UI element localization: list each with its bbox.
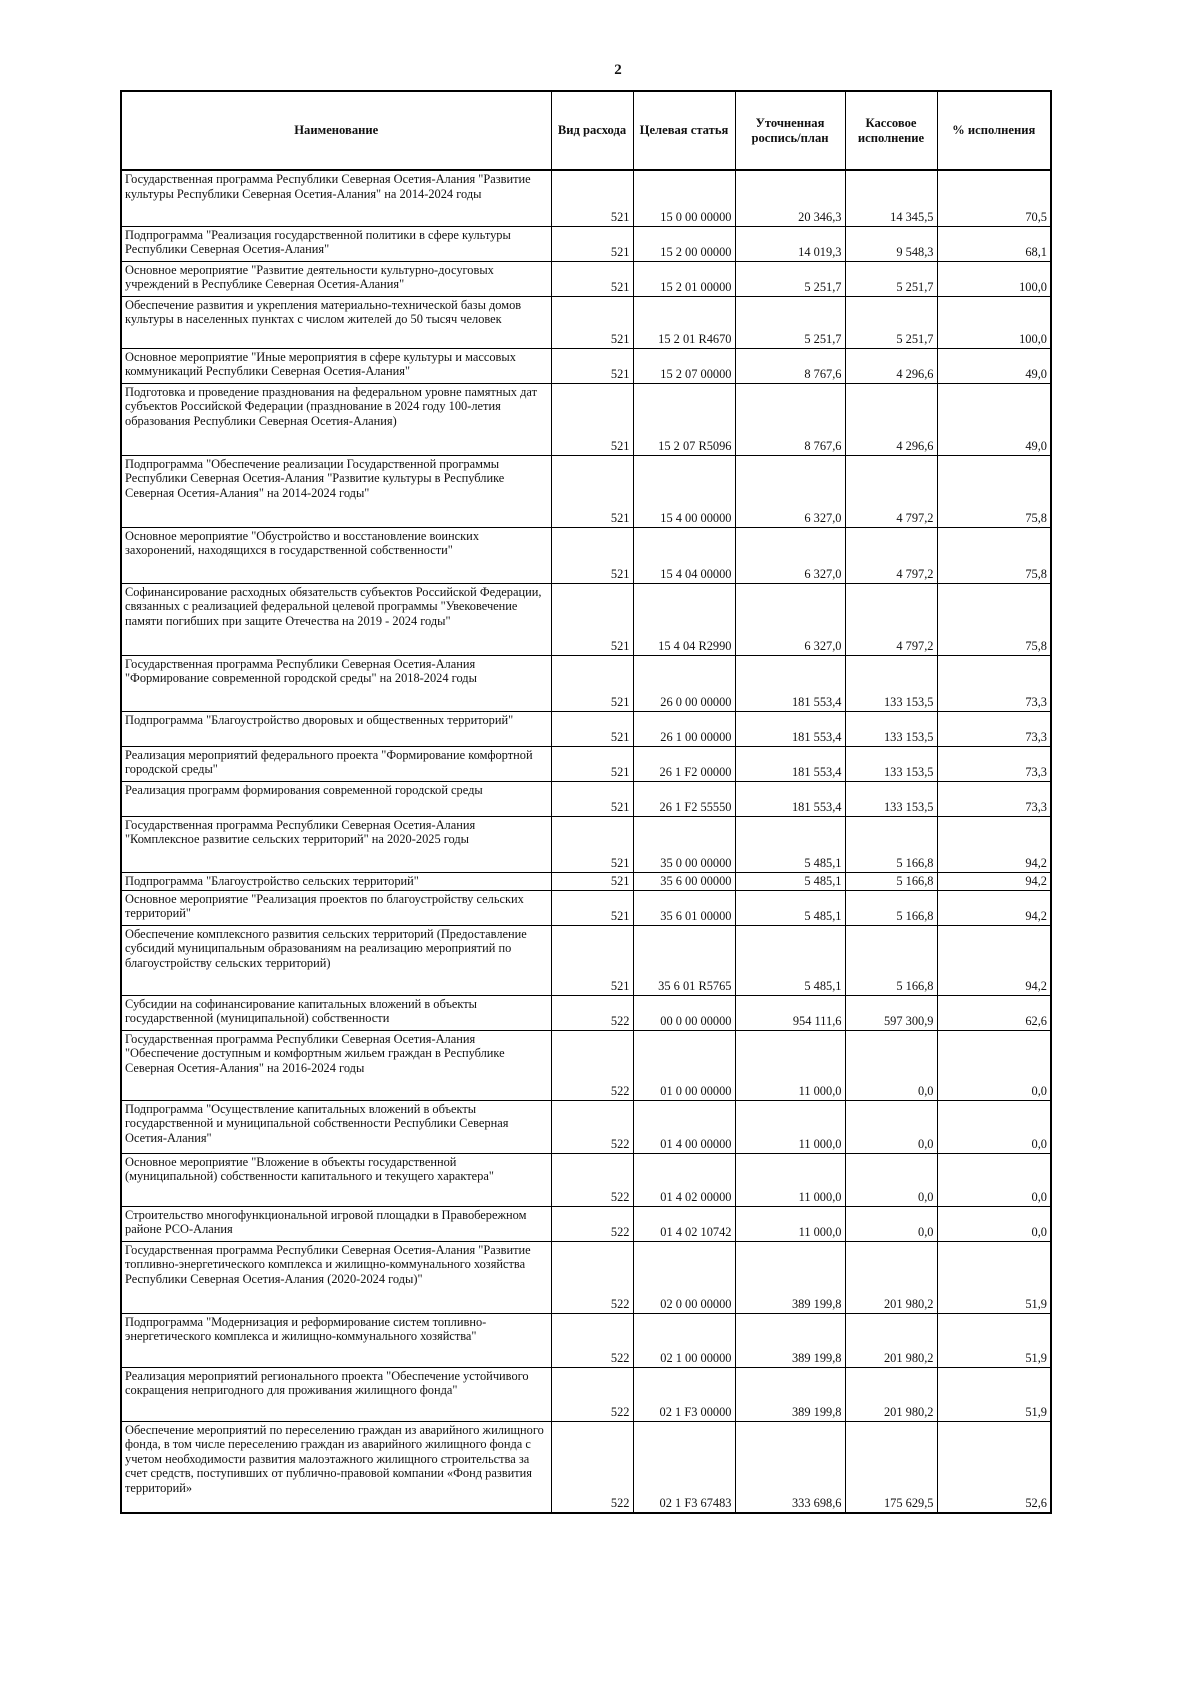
cell-plan: 6 327,0 [735,583,845,655]
header-plan: Уточненная роспись/план [735,91,845,170]
cell-cash-execution: 201 980,2 [845,1367,937,1421]
table-row [121,925,1051,995]
cell-percent: 51,9 [937,1241,1051,1313]
table-row [121,1367,1051,1421]
table-row [121,872,1051,890]
cell-percent: 73,3 [937,655,1051,711]
cell-percent: 51,9 [937,1367,1051,1421]
cell-expense-type: 521 [551,925,633,995]
cell-cash-execution: 133 153,5 [845,711,937,746]
table-row [121,1241,1051,1313]
cell-name: Реализация программ формирования современной городской среды [121,781,551,816]
cell-cash-execution: 0,0 [845,1100,937,1153]
header-name: Наименование [121,91,551,170]
cell-cash-execution: 201 980,2 [845,1313,937,1367]
cell-name: Подпрограмма "Благоустройство дворовых и общественных территорий" [121,711,551,746]
cell-cash-execution: 0,0 [845,1153,937,1206]
cell-plan: 389 199,8 [735,1313,845,1367]
cell-target-article: 15 2 01 R4670 [633,296,735,348]
cell-expense-type: 521 [551,527,633,583]
table-row [121,1100,1051,1153]
cell-expense-type: 522 [551,995,633,1030]
cell-plan: 181 553,4 [735,711,845,746]
cell-expense-type: 522 [551,1367,633,1421]
cell-plan: 5 251,7 [735,261,845,296]
cell-target-article: 15 4 04 00000 [633,527,735,583]
cell-cash-execution: 5 251,7 [845,261,937,296]
cell-target-article: 35 0 00 00000 [633,816,735,872]
cell-cash-execution: 4 797,2 [845,527,937,583]
cell-expense-type: 521 [551,711,633,746]
cell-percent: 94,2 [937,925,1051,995]
table-header-row [121,91,1051,170]
table-row [121,746,1051,781]
cell-percent: 0,0 [937,1100,1051,1153]
cell-percent: 75,8 [937,583,1051,655]
cell-name: Государственная программа Республики Северная Осетия-Алания "Формирование современной городской среды" на 2018-2024 годы [121,655,551,711]
cell-percent: 62,6 [937,995,1051,1030]
cell-expense-type: 522 [551,1030,633,1100]
cell-expense-type: 521 [551,872,633,890]
cell-cash-execution: 597 300,9 [845,995,937,1030]
cell-percent: 75,8 [937,527,1051,583]
cell-percent: 73,3 [937,711,1051,746]
cell-target-article: 26 1 F2 00000 [633,746,735,781]
cell-expense-type: 522 [551,1421,633,1513]
table-row [121,455,1051,527]
cell-plan: 20 346,3 [735,170,845,226]
cell-name: Реализация мероприятий регионального проекта "Обеспечение устойчивого сокращения непригодного для проживания жилищного фонда" [121,1367,551,1421]
cell-name: Подпрограмма "Модернизация и реформирование систем топливно-энергетического комплекса и жилищно-коммунального хозяйства" [121,1313,551,1367]
cell-name: Государственная программа Республики Северная Осетия-Алания "Развитие культуры Республики Северная Осетия-Алания" на 2014-2024 годы [121,170,551,226]
cell-cash-execution: 4 797,2 [845,583,937,655]
cell-plan: 5 485,1 [735,925,845,995]
table-row [121,348,1051,383]
cell-target-article: 00 0 00 00000 [633,995,735,1030]
cell-plan: 5 251,7 [735,296,845,348]
cell-target-article: 35 6 01 00000 [633,890,735,925]
table-row [121,655,1051,711]
cell-target-article: 01 4 02 10742 [633,1206,735,1241]
cell-percent: 49,0 [937,383,1051,455]
cell-name: Строительство многофункциональной игровой площадки в Правобережном районе РСО-Алания [121,1206,551,1241]
table-row [121,383,1051,455]
cell-percent: 68,1 [937,226,1051,261]
cell-cash-execution: 4 296,6 [845,383,937,455]
table-row [121,1313,1051,1367]
cell-cash-execution: 0,0 [845,1206,937,1241]
table-row [121,711,1051,746]
cell-expense-type: 522 [551,1241,633,1313]
cell-target-article: 02 1 F3 67483 [633,1421,735,1513]
table-row [121,170,1051,226]
cell-target-article: 15 2 07 00000 [633,348,735,383]
cell-target-article: 26 0 00 00000 [633,655,735,711]
cell-target-article: 35 6 01 R5765 [633,925,735,995]
cell-name: Обеспечение развития и укрепления материально-технической базы домов культуры в населенных пунктах с числом жителей до 50 тысяч человек [121,296,551,348]
cell-expense-type: 522 [551,1100,633,1153]
cell-percent: 75,8 [937,455,1051,527]
header-percent: % исполнения [937,91,1051,170]
cell-target-article: 02 0 00 00000 [633,1241,735,1313]
cell-name: Подготовка и проведение празднования на федеральном уровне памятных дат субъектов Российской Федерации (празднование в 2024 году 100-летия образования Республики Северная Осетия-Алания) [121,383,551,455]
cell-plan: 181 553,4 [735,781,845,816]
cell-name: Реализация мероприятий федерального проекта "Формирование комфортной городской среды" [121,746,551,781]
table-row [121,261,1051,296]
cell-plan: 333 698,6 [735,1421,845,1513]
table-row [121,890,1051,925]
cell-cash-execution: 4 296,6 [845,348,937,383]
cell-percent: 94,2 [937,890,1051,925]
cell-plan: 5 485,1 [735,872,845,890]
table-row [121,583,1051,655]
cell-target-article: 15 0 00 00000 [633,170,735,226]
cell-plan: 8 767,6 [735,383,845,455]
cell-plan: 11 000,0 [735,1206,845,1241]
cell-percent: 100,0 [937,296,1051,348]
cell-cash-execution: 5 166,8 [845,816,937,872]
header-cash-execution: Кассовое исполнение [845,91,937,170]
cell-name: Обеспечение мероприятий по переселению граждан из аварийного жилищного фонда, в том числе переселению граждан из аварийного жилищного фонда с учетом необходимости развития малоэтажного жилищного строительства за счет средств, поступивших от публично-правовой компании «Фонд развития территорий» [121,1421,551,1513]
cell-name: Государственная программа Республики Северная Осетия-Алания "Развитие топливно-энергетического комплекса и жилищно-коммунального хозяйства Республики Северная Осетия-Алания (2020-2024 годы)" [121,1241,551,1313]
cell-target-article: 01 4 02 00000 [633,1153,735,1206]
cell-cash-execution: 5 166,8 [845,872,937,890]
cell-percent: 73,3 [937,781,1051,816]
cell-target-article: 26 1 F2 55550 [633,781,735,816]
table-row [121,296,1051,348]
table-row [121,1206,1051,1241]
cell-target-article: 15 4 04 R2990 [633,583,735,655]
cell-target-article: 15 2 01 00000 [633,261,735,296]
cell-cash-execution: 14 345,5 [845,170,937,226]
table-body [121,170,1051,1513]
cell-name: Основное мероприятие "Вложение в объекты государственной (муниципальной) собственности капитального и текущего характера" [121,1153,551,1206]
cell-plan: 8 767,6 [735,348,845,383]
cell-name: Основное мероприятие "Иные мероприятия в сфере культуры и массовых коммуникаций Республики Северная Осетия-Алания" [121,348,551,383]
cell-percent: 0,0 [937,1206,1051,1241]
cell-expense-type: 521 [551,383,633,455]
cell-target-article: 35 6 00 00000 [633,872,735,890]
cell-plan: 5 485,1 [735,816,845,872]
cell-expense-type: 522 [551,1153,633,1206]
cell-plan: 181 553,4 [735,746,845,781]
cell-cash-execution: 5 166,8 [845,925,937,995]
cell-cash-execution: 201 980,2 [845,1241,937,1313]
cell-percent: 49,0 [937,348,1051,383]
cell-expense-type: 521 [551,170,633,226]
cell-target-article: 15 2 00 00000 [633,226,735,261]
cell-plan: 11 000,0 [735,1153,845,1206]
cell-expense-type: 521 [551,890,633,925]
cell-name: Софинансирование расходных обязательств субъектов Российской Федерации, связанных с реализацией федеральной целевой программы "Увековечение памяти погибших при защите Отечества на 2019 - 2024 годы" [121,583,551,655]
cell-plan: 954 111,6 [735,995,845,1030]
cell-cash-execution: 175 629,5 [845,1421,937,1513]
cell-expense-type: 521 [551,261,633,296]
cell-cash-execution: 133 153,5 [845,746,937,781]
cell-name: Субсидии на софинансирование капитальных вложений в объекты государственной (муниципальной) собственности [121,995,551,1030]
cell-cash-execution: 9 548,3 [845,226,937,261]
cell-name: Подпрограмма "Обеспечение реализации Государственной программы Республики Северная Осетия-Алания "Развитие культуры в Республике Северная Осетия-Алания" на 2014-2024 годы" [121,455,551,527]
cell-cash-execution: 133 153,5 [845,781,937,816]
table-row [121,527,1051,583]
cell-expense-type: 521 [551,655,633,711]
cell-plan: 181 553,4 [735,655,845,711]
cell-name: Государственная программа Республики Северная Осетия-Алания "Обеспечение доступным и комфортным жильем граждан в Республике Северная Осетия-Алания" на 2016-2024 годы [121,1030,551,1100]
cell-expense-type: 521 [551,746,633,781]
cell-target-article: 01 4 00 00000 [633,1100,735,1153]
cell-name: Подпрограмма "Реализация государственной политики в сфере культуры Республики Северная Осетия-Алания" [121,226,551,261]
budget-execution-table [120,90,1052,1514]
cell-plan: 6 327,0 [735,527,845,583]
header-target-article: Целевая статья [633,91,735,170]
cell-expense-type: 522 [551,1313,633,1367]
page-number: 2 [614,62,622,78]
cell-target-article: 02 1 F3 00000 [633,1367,735,1421]
cell-plan: 5 485,1 [735,890,845,925]
cell-cash-execution: 0,0 [845,1030,937,1100]
cell-percent: 0,0 [937,1030,1051,1100]
cell-name: Основное мероприятие "Развитие деятельности культурно-досуговых учреждений в Республике Северная Осетия-Алания" [121,261,551,296]
cell-target-article: 26 1 00 00000 [633,711,735,746]
cell-expense-type: 521 [551,816,633,872]
cell-expense-type: 521 [551,348,633,383]
cell-percent: 100,0 [937,261,1051,296]
cell-percent: 94,2 [937,872,1051,890]
table-row [121,781,1051,816]
cell-plan: 389 199,8 [735,1241,845,1313]
cell-plan: 11 000,0 [735,1030,845,1100]
cell-percent: 94,2 [937,816,1051,872]
cell-expense-type: 521 [551,455,633,527]
cell-cash-execution: 5 166,8 [845,890,937,925]
cell-cash-execution: 5 251,7 [845,296,937,348]
cell-target-article: 01 0 00 00000 [633,1030,735,1100]
table-row [121,226,1051,261]
cell-name: Основное мероприятие "Реализация проектов по благоустройству сельских территорий" [121,890,551,925]
cell-percent: 70,5 [937,170,1051,226]
table-row [121,1030,1051,1100]
cell-target-article: 15 2 07 R5096 [633,383,735,455]
cell-name: Подпрограмма "Осуществление капитальных вложений в объекты государственной и муниципальной собственности Республики Северная Осетия-Алания" [121,1100,551,1153]
cell-target-article: 02 1 00 00000 [633,1313,735,1367]
cell-percent: 52,6 [937,1421,1051,1513]
table-row [121,1153,1051,1206]
cell-name: Обеспечение комплексного развития сельских территорий (Предоставление субсидий муниципальным образованиям на реализацию мероприятий по благоустройству сельских территорий) [121,925,551,995]
cell-plan: 389 199,8 [735,1367,845,1421]
cell-expense-type: 521 [551,226,633,261]
cell-percent: 0,0 [937,1153,1051,1206]
cell-cash-execution: 133 153,5 [845,655,937,711]
table-row [121,816,1051,872]
header-expense-type: Вид расхода [551,91,633,170]
cell-percent: 51,9 [937,1313,1051,1367]
cell-expense-type: 521 [551,781,633,816]
cell-expense-type: 522 [551,1206,633,1241]
cell-name: Подпрограмма "Благоустройство сельских территорий" [121,872,551,890]
cell-expense-type: 521 [551,296,633,348]
cell-name: Государственная программа Республики Северная Осетия-Алания "Комплексное развитие сельских территорий" на 2020-2025 годы [121,816,551,872]
cell-expense-type: 521 [551,583,633,655]
cell-percent: 73,3 [937,746,1051,781]
table-row [121,1421,1051,1513]
cell-target-article: 15 4 00 00000 [633,455,735,527]
table-row [121,995,1051,1030]
cell-plan: 6 327,0 [735,455,845,527]
cell-plan: 14 019,3 [735,226,845,261]
cell-plan: 11 000,0 [735,1100,845,1153]
cell-name: Основное мероприятие "Обустройство и восстановление воинских захоронений, находящихся в государственной собственности" [121,527,551,583]
cell-cash-execution: 4 797,2 [845,455,937,527]
